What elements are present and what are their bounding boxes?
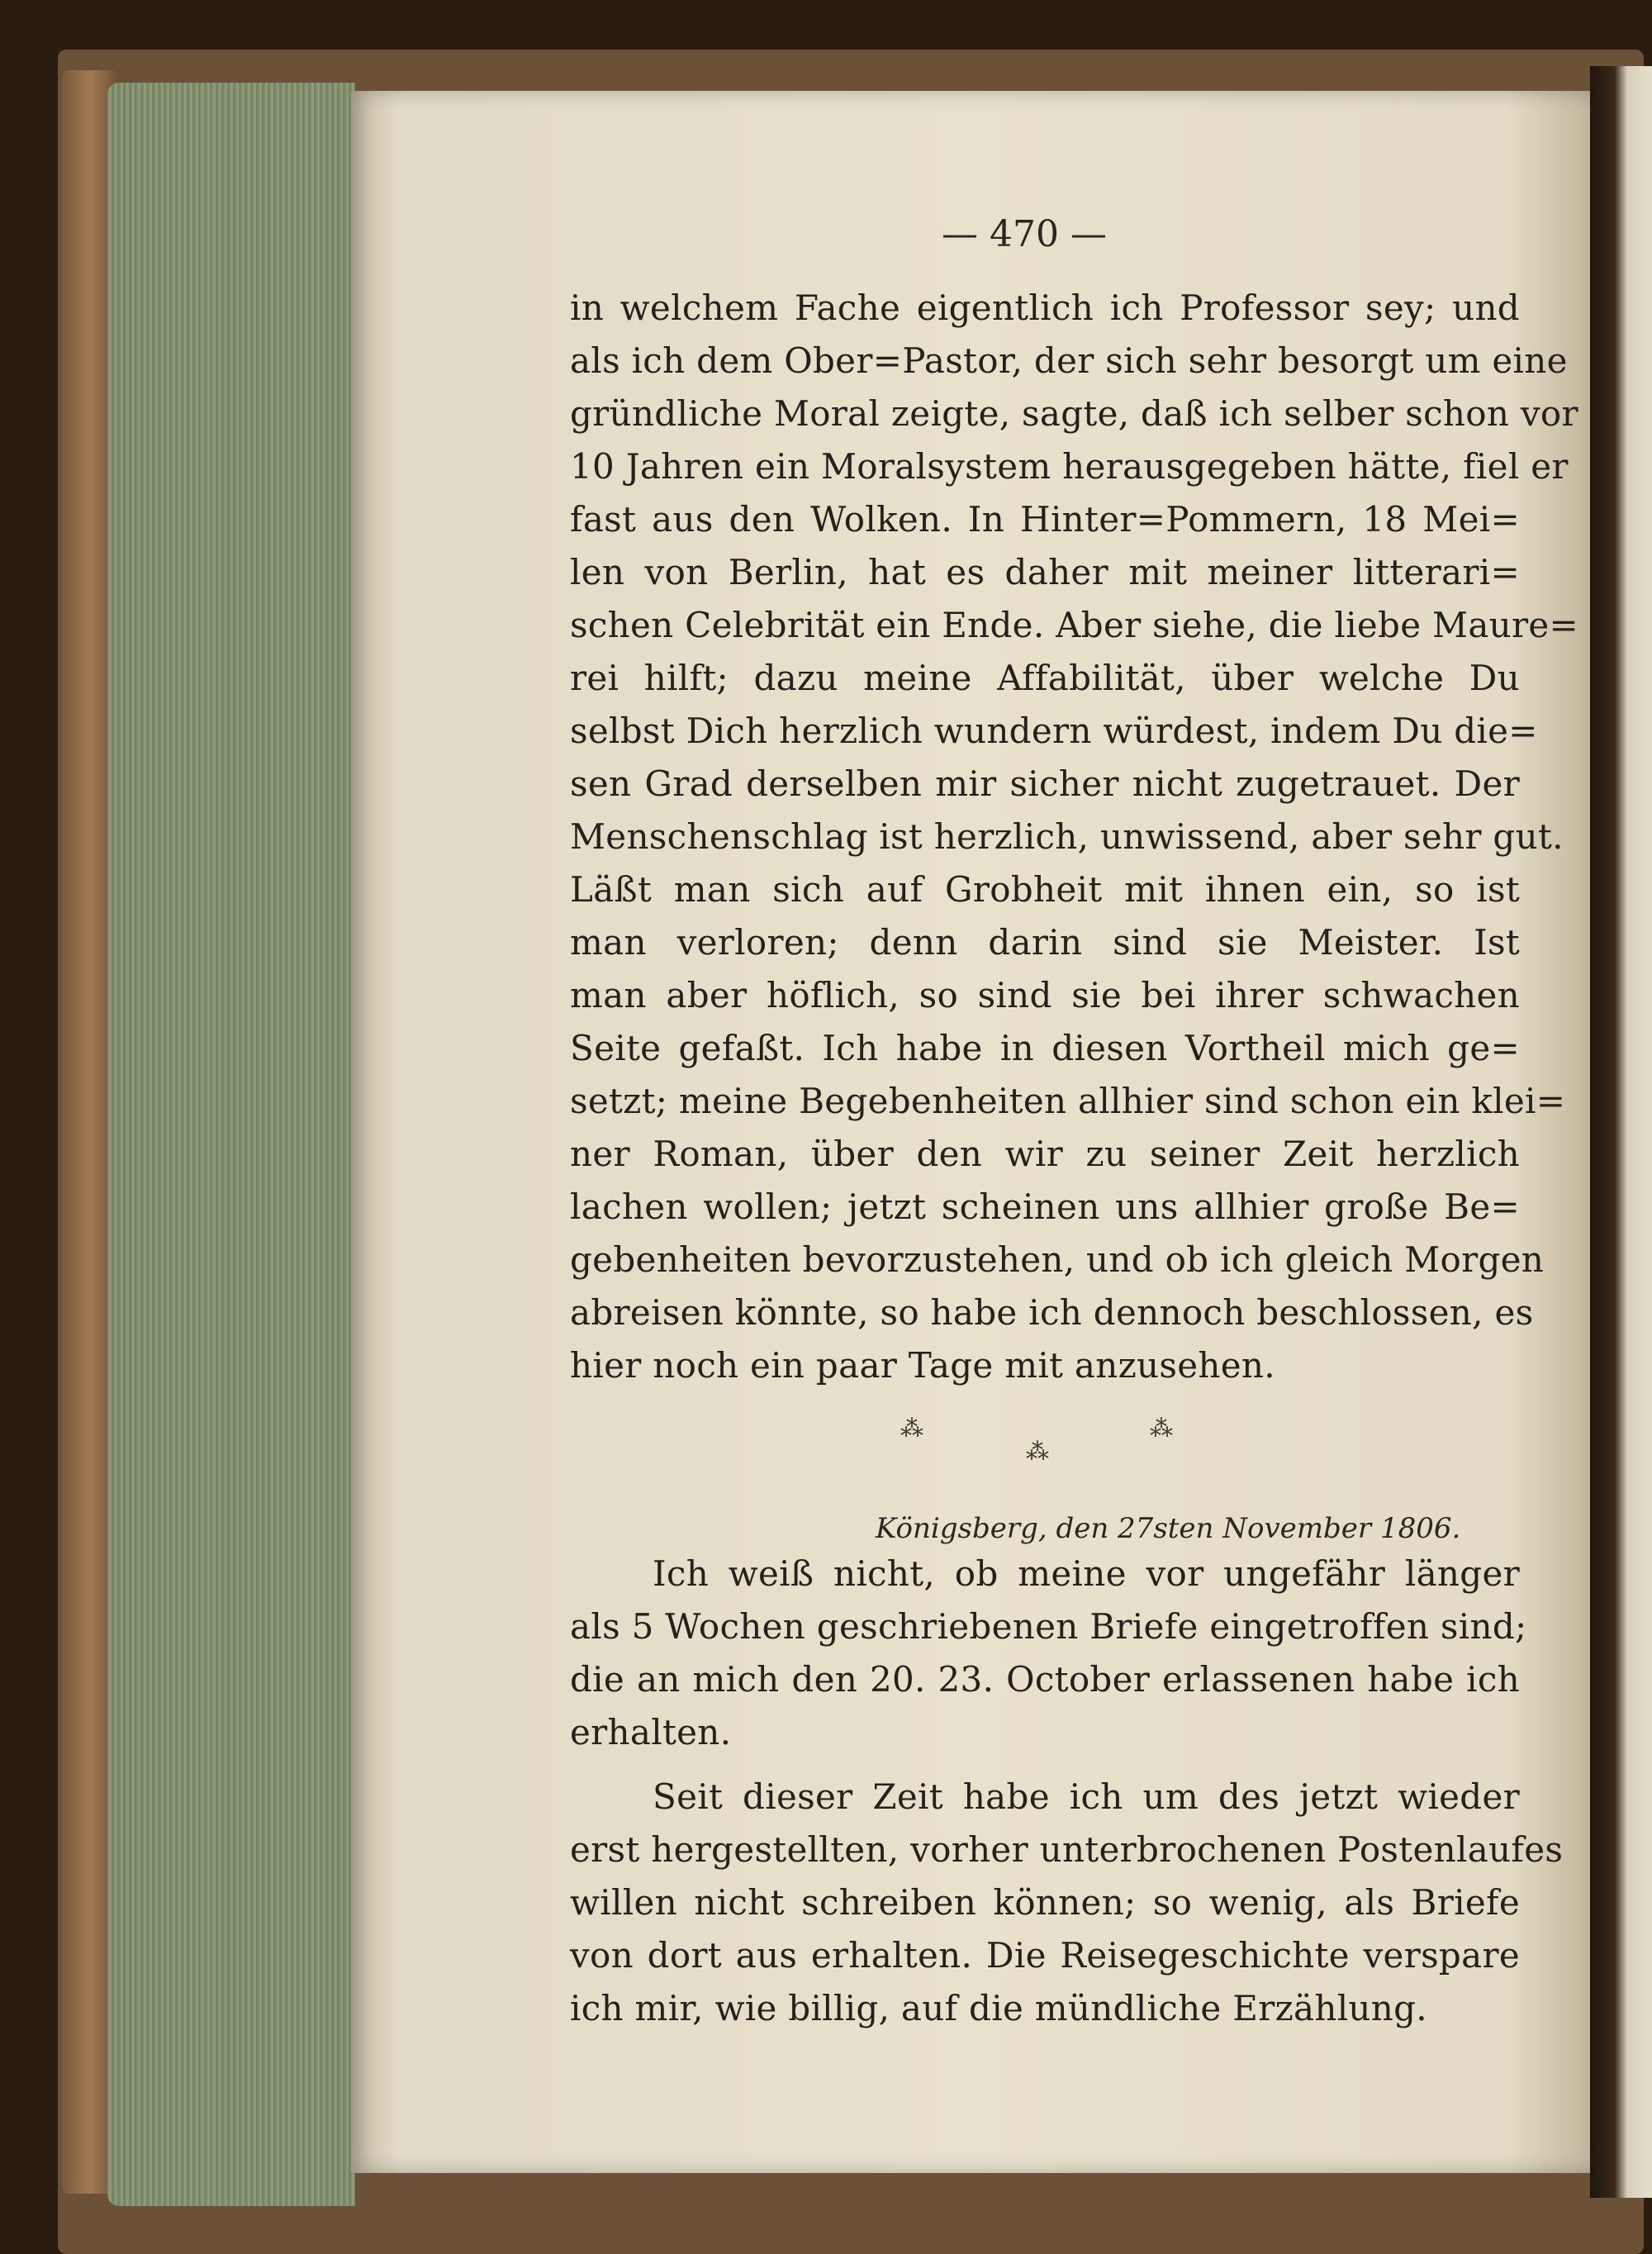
- text-line: man aber höflich, so sind sie bei ihrer schwachen: [570, 975, 1520, 1015]
- text-line: ner Roman, über den wir zu seiner Zeit herzlich: [570, 1134, 1520, 1174]
- text-line: schen Celebrität ein Ende. Aber siehe, die liebe Maure=: [570, 605, 1579, 645]
- text-line: Menschenschlag ist herzlich, unwissend, aber sehr gut.: [570, 816, 1564, 857]
- dateline: Königsberg, den 27sten November 1806.: [876, 1512, 1461, 1545]
- text-line: Seit dieser Zeit habe ich um des jetzt wieder: [653, 1776, 1520, 1817]
- page-number: — 470 —: [942, 213, 1107, 255]
- text-line: erhalten.: [570, 1712, 732, 1752]
- text-line: sen Grad derselben mir sicher nicht zugetrauet. Der: [570, 763, 1520, 804]
- text-line: abreisen könnte, so habe ich dennoch beschlossen, es: [570, 1292, 1534, 1333]
- text-line: gebenheiten bevorzustehen, und ob ich gleich Morgen: [570, 1239, 1545, 1280]
- text-line: erst hergestellten, vorher unterbrochenen Postenlaufes: [570, 1829, 1564, 1870]
- text-line: hier noch ein paar Tage mit anzusehen.: [570, 1345, 1275, 1386]
- text-line: fast aus den Wolken. In Hinter=Pommern, 18 Mei=: [570, 499, 1520, 540]
- text-line: Seite gefaßt. Ich habe in diesen Vortheil mich ge=: [570, 1028, 1520, 1068]
- text-line: Ich weiß nicht, ob meine vor ungefähr länger: [653, 1553, 1520, 1594]
- text-line: len von Berlin, hat es daher mit meiner litterari=: [570, 552, 1520, 592]
- text-line: als ich dem Ober=Pastor, der sich sehr besorgt um eine: [570, 340, 1568, 381]
- page-gutter: [1590, 66, 1652, 2198]
- text-line: als 5 Wochen geschriebenen Briefe eingetroffen sind;: [570, 1606, 1527, 1647]
- text-line: rei hilft; dazu meine Affabilität, über welche Du: [570, 658, 1520, 698]
- text-line: Läßt man sich auf Grobheit mit ihnen ein, so ist: [570, 869, 1520, 910]
- text-line: setzt; meine Begebenheiten allhier sind schon ein klei=: [570, 1081, 1566, 1121]
- text-line: man verloren; denn darin sind sie Meister. Ist: [570, 922, 1520, 963]
- separator-star: ⁂: [1026, 1438, 1049, 1465]
- page-edges: [107, 83, 355, 2206]
- separator-star: ⁂: [1150, 1415, 1173, 1442]
- text-line: ich mir, wie billig, auf die mündliche Erzählung.: [570, 1988, 1427, 2028]
- text-line: die an mich den 20. 23. October erlassenen habe ich: [570, 1659, 1520, 1700]
- text-line: willen nicht schreiben können; so wenig, als Briefe: [570, 1882, 1520, 1923]
- text-line: in welchem Fache eigentlich ich Professor sey; und: [570, 288, 1520, 328]
- text-line: 10 Jahren ein Moralsystem herausgegeben hätte, fiel er: [570, 446, 1569, 487]
- text-line: selbst Dich herzlich wundern würdest, indem Du die=: [570, 711, 1538, 751]
- text-line: gründliche Moral zeigte, sagte, daß ich selber schon vor: [570, 393, 1578, 434]
- separator-star: ⁂: [900, 1415, 923, 1442]
- text-line: von dort aus erhalten. Die Reisegeschichte verspare: [570, 1935, 1520, 1976]
- text-line: lachen wollen; jetzt scheinen uns allhier große Be=: [570, 1186, 1520, 1227]
